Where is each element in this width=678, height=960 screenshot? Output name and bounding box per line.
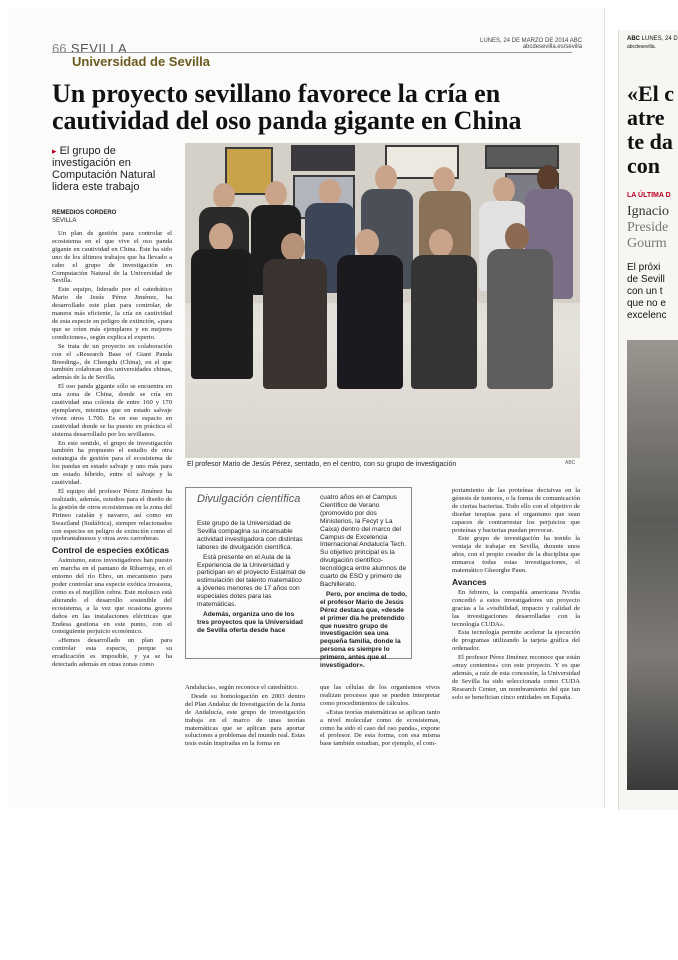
- next-page-fragment: [618, 30, 678, 810]
- group-photo: [185, 143, 580, 458]
- paragraph: En febrero, la compañía americana Nvidia concedió a estos investigadores un proyecto gracias a la «visibilidad, impacto y calidad de las investigaciones desarrolladas con la tecnología CUDA».: [452, 588, 580, 628]
- headline-line: te da: [627, 129, 673, 154]
- box-column-1: [197, 520, 307, 635]
- paragraph: Asimismo, estos investigadores han puesto en marcha en el pantano de Ribarroja, en el entorno del río Ebro, un mecanismo para poder controlar una especie exótica invasora, como es el mejillón cebra. Este molusco está alterando el desarrollo sostenible del ecosistema, a la vez que ocasiona graves daños en las instalaciones eléctricas que Endesa gestiona en este punto, con el consiguiente perjuicio económico.: [52, 557, 172, 636]
- paragraph: En este sentido, el grupo de investigación también ha propuesto el estudio de otra estrategia de gestión para el ecosistema de los pandas en estado salvaje y uno más para un estado híbrido, entre el salvaje y la cautividad.: [52, 439, 172, 487]
- wall-poster: [291, 145, 355, 171]
- subsection-name: Universidad de Sevilla: [72, 54, 211, 69]
- lead-line: que no e: [627, 298, 666, 309]
- header-rule: [52, 52, 572, 53]
- column-1: [52, 230, 172, 670]
- column-2: [185, 684, 305, 749]
- byline-city: SEVILLA: [52, 218, 77, 224]
- lead-line: de Sevill: [627, 274, 665, 285]
- paragraph: «Estas teorías matemáticas se aplican tanto a nivel molecular como de ecosistemas, como ha sido el caso del oso panda», expone el profesor. De esta forma, con esa misma base también estudian, por ejemplo, el com-: [320, 708, 440, 748]
- subheading: Control de especies exóticas: [52, 545, 170, 556]
- paragraph: El oso panda gigante sólo se encuentra en una zona de China, donde se cría en cautividad una colonia de entre 160 y 170 ejemplares, mientras que en estado salvaje viven otros 1.700. Es en ese espacio en cautividad donde se ha puesto en práctica el sistema desarrollado por los sevillanos.: [52, 383, 172, 438]
- paragraph: que las células de los organismos vivos realizan procesos que se pueden interpretar como procedimientos de cálculos.: [320, 684, 440, 707]
- lead-text: El grupo de investigación en Computación Natural lidera este trabajo: [52, 145, 156, 193]
- column-3: [320, 684, 440, 749]
- scan-margin: [0, 820, 678, 960]
- next-page-kicker: LA ÚLTIMA D: [627, 192, 671, 199]
- lead: [52, 145, 172, 193]
- page-header: [52, 40, 211, 69]
- brand: ABC: [569, 38, 583, 44]
- next-page-header: [627, 36, 678, 42]
- paragraph: Este grupo de investigación ha tenido la ventaja de trabajar en Sevilla, durante unos años, con el propio creador de la disciplina que enmarca todas estas investigaciones, el matemático Gheorghe Paun.: [452, 535, 580, 575]
- name-line: Preside: [627, 220, 669, 235]
- box-column-2: [320, 494, 410, 670]
- paragraph: El equipo del profesor Pérez Jiménez ha realizado, además, estudios para el diseño de la gestión de otros ecosistemas en la zona del Pirineo catalán y navarro, así como en Swaziland (Sudáfrica), siempre relacionados con especies en peligro de extinción como el quebrantahuesos y otras aves carroñeras.: [52, 488, 172, 543]
- column-4: [452, 487, 580, 703]
- headline-line: con: [627, 153, 660, 178]
- paragraph: Un plan de gestión para controlar el ecosistema en el que vive el oso panda gigante en cautividad en China. Éste ha sido uno de los últimos trabajos que ha llevado a cabo el grupo de investigación en Computación Natural de la Universidad de Sevilla.: [52, 230, 172, 285]
- paragraph: Este equipo, liderado por el catedrático Mario de Jesús Pérez Jiménez, ha desarrollado este plan para controlar, de manera más eficiente, la cría en cautividad de esta especie en peligro de extinción, «para que se críen más ejemplares y en mejores condiciones», según explica el experto.: [52, 286, 172, 341]
- headline-line: «El c: [627, 81, 675, 106]
- date: LUNES, 24 DE MARZO DE 2014: [480, 38, 569, 44]
- paragraph: Desde su homologación en 2003 dentro del Plan Andaluz de Investigación de la Junta de Andalucía, este grupo de investigación trabaja en el marco de unas teorías matemáticas que se aplican para aportar soluciones a problemas del mundo real. Estas tesis están inspiradas en la forma en: [185, 692, 305, 748]
- paragraph: cuatro años en el Campus Científico de Verano (promovido por dos Ministerios, la Fecyt y La Caixa) dentro del marco del Campus de Excelencia Internacional Andalucía Tech. Su objetivo principal es la divulgación científico-tecnológica entre alumnos de cuarto de ESO y primero de Bachillerato.: [320, 494, 407, 588]
- next-page-lead: [627, 262, 666, 322]
- dateline: [480, 38, 582, 50]
- headline: Un proyecto sevillano favorece la cría en cautividad del oso panda gigante en China: [52, 79, 522, 135]
- paragraph: portamiento de las proteínas decisivas en la génesis de tumores, o la forma de comunicación de ciertas bacterias. Todo ello con el objetivo de diseñar terapias para el organismo que sean capaces de contrarrestar los perjuicios que proteínas y bacterias puedan provocar.: [452, 487, 580, 534]
- lead-line: excelenc: [627, 310, 667, 321]
- paragraph: El profesor Pérez Jiménez reconoce que están «muy contentos» con este proyecto. Y es que además, a raíz de esta concesión, la Universidad de Sevilla ha sido seleccionada como CUDA Research Center, un nombramiento del que tan solo se benefician cinco entidades en España.: [452, 654, 580, 701]
- triangle-bullet-icon: ▸: [52, 146, 57, 156]
- paragraph: Además, organiza uno de los tres proyectos que la Universidad de Sevilla oferta desde hace: [197, 610, 303, 634]
- paragraph: Este grupo de la Universidad de Sevilla compagina su incansable actividad investigadora con distintas labores de divulgación científica.: [197, 520, 303, 551]
- next-page-headline: [627, 82, 674, 178]
- subheading: Avances: [452, 576, 487, 587]
- page-number: 66: [52, 41, 67, 56]
- headline-line: atre: [627, 105, 665, 130]
- section-name: SEVILLA: [70, 41, 128, 56]
- next-page-site: abcdesevilla.: [627, 44, 656, 50]
- next-page-date: LUNES, 24 D: [641, 36, 678, 42]
- name-line: Gourm: [627, 236, 667, 251]
- photo-credit: ABC: [565, 460, 576, 466]
- photo-caption: El profesor Mario de Jesús Pérez, sentado, en el centro, con su grupo de investigación: [187, 461, 457, 468]
- paragraph: «Hemos desarrollado un plan para controlar esta especie, porque su erradicación es imposible, y ya se ha detectado además en otras zonas como: [52, 637, 172, 669]
- paragraph: Esta tecnología permite acelerar la ejecución de programas utilizando la tarjeta gráfica del ordenador.: [452, 629, 580, 653]
- name-line: Ignacio: [627, 204, 669, 219]
- box-title: Divulgación científica: [197, 493, 301, 505]
- next-page-brand: ABC: [627, 36, 640, 42]
- next-page-names: [627, 204, 669, 252]
- paragraph: Está presente en el Aula de la Experiencia de la Universidad y participan en el proyecto Estalmat de estimulación del talento matemático a jóvenes menores de 17 años con especiales dotes para las matemáticas.: [197, 553, 306, 609]
- byline-author: REMEDIOS CORDERO: [52, 210, 117, 216]
- site-url: abcdesevilla.es/sevilla: [522, 44, 583, 50]
- paragraph: Se trata de un proyecto en colaboración con el «Research Base of Giant Panda Breeding», de Chengdu (China), en el que también colaboran dos universidades chinas, además de la de Sevilla.: [52, 342, 172, 382]
- lead-line: con un t: [627, 286, 663, 297]
- next-page-photo: [627, 340, 678, 790]
- paragraph: Pero, por encima de todo, el profesor Mario de Jesús Pérez destaca que, «desde el primer día he pretendido que nuestro grupo de investigación sea una pequeña familia, donde la persona es siempre lo primero, antes que el investigador».: [320, 590, 407, 670]
- lead-line: El próxi: [627, 262, 661, 273]
- paragraph: Andalucía», según reconoce el catedrático.: [185, 684, 299, 691]
